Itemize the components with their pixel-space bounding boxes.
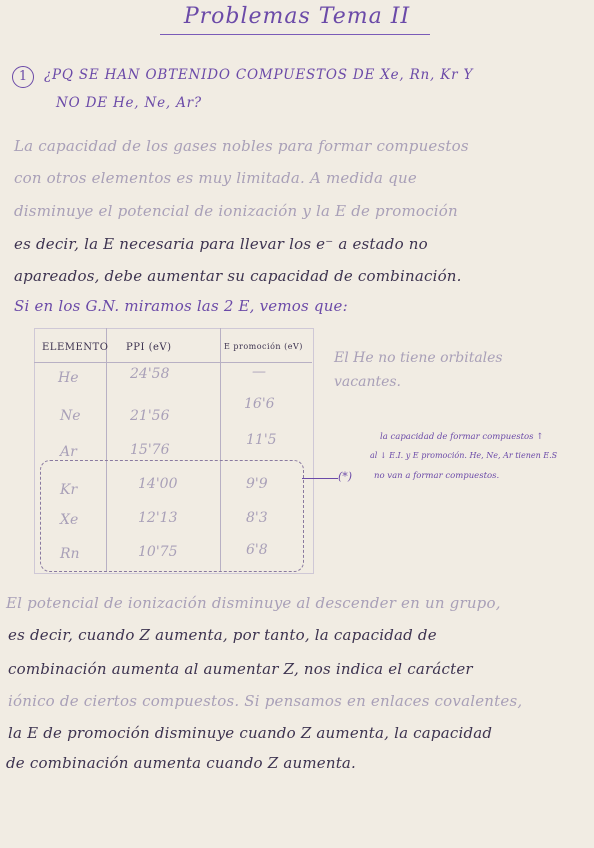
- table-header-divider: [34, 362, 312, 363]
- table-row-he-promo: —: [252, 364, 266, 380]
- page-title: Problemas Tema II: [183, 4, 411, 29]
- paragraph2-line-4: iónico de ciertos compuestos. Si pensamos en enlaces covalentes,: [8, 692, 523, 710]
- table-row-xe-ppi: 12'13: [138, 510, 178, 526]
- side-note1-line-1: El He no tiene orbitales: [334, 350, 503, 366]
- paragraph2-line-2: es decir, cuando Z aumenta, por tanto, la capacidad de: [8, 626, 437, 644]
- side-note2-line-2: al ↓ E.I. y E promoción. He, Ne, Ar tienen E.S: [370, 451, 558, 460]
- paragraph1-line-1: La capacidad de los gases nobles para formar compuestos: [14, 137, 469, 155]
- table-row-ne-promo: 16'6: [244, 396, 275, 412]
- paragraph1-line-6: Si en los G.N. miramos las 2 E, vemos que:: [14, 297, 348, 315]
- table-row-ne-element: Ne: [60, 408, 81, 424]
- table-row-ar-promo: 11'5: [246, 432, 277, 448]
- table-row-xe-element: Xe: [60, 512, 79, 528]
- table-row-he-element: He: [58, 370, 79, 386]
- side-note2-line-3: no van a formar compuestos.: [374, 471, 500, 481]
- side-note2-line-1: la capacidad de formar compuestos ↑: [380, 432, 544, 442]
- paragraph2-line-1: El potencial de ionización disminuye al descender en un grupo,: [6, 594, 501, 612]
- question-line-1: ¿PQ SE HAN OBTENIDO COMPUESTOS DE Xe, Rn, Kr Y: [44, 67, 474, 83]
- paragraph1-line-5: apareados, debe aumentar su capacidad de combinación.: [14, 267, 462, 285]
- paragraph1-line-4: es decir, la E necesaria para llevar los e⁻ a estado no: [14, 235, 428, 253]
- table-row-ar-element: Ar: [60, 444, 77, 460]
- table-header-promotion: E promoción (eV): [224, 342, 303, 351]
- table-row-ne-ppi: 21'56: [130, 408, 170, 424]
- side-note1-line-2: vacantes.: [334, 374, 402, 390]
- table-row-rn-element: Rn: [60, 546, 80, 562]
- table-row-kr-ppi: 14'00: [138, 476, 178, 492]
- table-header-element: ELEMENTO: [42, 342, 109, 353]
- table-row-kr-promo: 9'9: [246, 476, 268, 492]
- paragraph2-line-6: de combinación aumenta cuando Z aumenta.: [6, 754, 357, 772]
- table-header-ppi: PPI (eV): [126, 342, 172, 353]
- table-row-rn-promo: 6'8: [246, 542, 268, 558]
- paragraph2-line-5: la E de promoción disminuye cuando Z aumenta, la capacidad: [8, 724, 493, 742]
- paragraph2-line-3: combinación aumenta al aumentar Z, nos indica el carácter: [8, 660, 473, 678]
- highlight-dashed-box: [40, 460, 304, 572]
- table-row-ar-ppi: 15'76: [130, 442, 170, 458]
- table-row-he-ppi: 24'58: [130, 366, 170, 382]
- arrow-marker: (*): [338, 470, 353, 483]
- arrow-line: [302, 478, 338, 479]
- question-number: 1: [12, 66, 34, 88]
- table-row-xe-promo: 8'3: [246, 510, 268, 526]
- table-row-kr-element: Kr: [60, 482, 78, 498]
- table-row-rn-ppi: 10'75: [138, 544, 178, 560]
- paragraph1-line-3: disminuye el potencial de ionización y la E de promoción: [14, 202, 458, 220]
- paragraph1-line-2: con otros elementos es muy limitada. A medida que: [14, 169, 417, 187]
- question-line-2: NO DE He, Ne, Ar?: [56, 95, 202, 111]
- title-underline: [160, 34, 430, 35]
